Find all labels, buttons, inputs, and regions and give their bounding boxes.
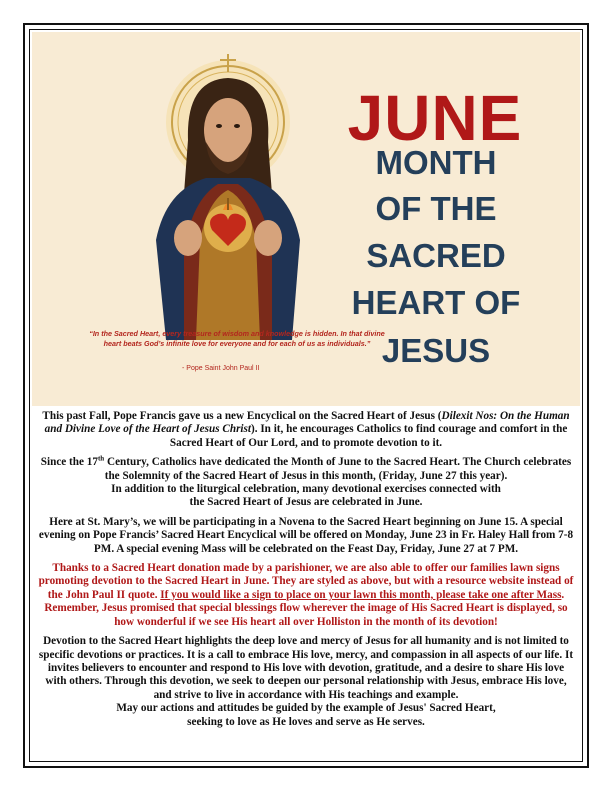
subtitle-line: SACRED — [366, 237, 506, 274]
superscript: th — [97, 454, 105, 463]
subtitle-line: OF THE — [375, 190, 497, 227]
paragraph-devotion — [36, 635, 576, 729]
text-run: the Sacred Heart of Jesus are celebrated in June. — [189, 496, 423, 509]
encyclical-title: Dilexit Nos: On the Human and Divine Love of the Heart of Jesus Christ — [44, 410, 570, 436]
text-run: This past Fall, Pope Francis gave us a new Encyclical on the Sacred Heart of Jesus ( — [42, 410, 442, 422]
paragraph-lawn-signs — [36, 562, 576, 629]
article-body — [36, 410, 576, 735]
text-run: Century, Catholics have dedicated the Month of June to the Sacred Heart. The Church celebrates the Solemnity of the Sacred Heart of Jesus in this month, (Friday, June 27 this year). — [104, 456, 572, 482]
text-run: Since the 17 — [40, 456, 98, 469]
subtitle-line: MONTH — [375, 144, 497, 181]
paragraph-events: Here at St. Mary’s, we will be participating in a Novena to the Sacred Heart beginning on June 15. A special evening on Pope Francis’ Sacred Heart Encyclical will be offered on Monday, June 23 in Fr. Haley Hall from 7-8 PM. A special evening Mass will be celebrated on the Feast Day, Friday, June 27 at 7 PM. — [38, 515, 574, 555]
text-run: . Remember, Jesus promised that special blessings flow wherever the image of His Sacred Heart is displayed, so how wonderful if we see His heart all over Holliston in the month of its devotion! — [44, 588, 568, 628]
sign-callout: If you would like a sign to place on your lawn this month, please take one after Mass — [160, 588, 562, 601]
paragraph-history — [36, 456, 576, 510]
subtitle-line: JESUS — [381, 332, 491, 369]
header-banner — [32, 32, 580, 406]
quote-attribution: - Pope Saint John Paul II — [182, 365, 260, 372]
text-run: In addition to the liturgical celebration, many devotional exercises connected with — [111, 483, 501, 496]
title-june: JUNE — [347, 82, 523, 154]
text-run: May our actions and attitudes be guided by the example of Jesus' Sacred Heart, — [116, 702, 496, 715]
text-run: seeking to love as He loves and serve as He serves. — [187, 715, 425, 728]
paragraph-encyclical — [36, 410, 576, 450]
text-run: Thanks to a Sacred Heart donation made by a parishioner, we are also able to offer our families lawn signs promoting devotion to the Sacred Heart in June. They are styled as above, but with a resource website instead of the John Paul II quote. — [38, 562, 574, 601]
subtitle-line: HEART OF — [351, 284, 521, 321]
pope-quote: “In the Sacred Heart, every treasure of wisdom and knowledge is hidden. In that divine heart beats God’s infinite love for everyone and for each of us as individuals.” — [89, 329, 385, 348]
text-run: Devotion to the Sacred Heart highlights the deep love and mercy of Jesus for all humanity and is not limited to specific devotions or practices. It is a call to embrace His love, mercy, and compassion in all aspects of our life. It invites believers to encounter and respond to His love with devotion, gratitude, and a desire to share His love with others. Through this devotion, we seek to deepen our personal relationship with Jesus, embrace His love, and strive to live in accordance with His teachings and example. — [38, 635, 574, 701]
text-run: ). In it, he encourages Catholics to find courage and comfort in the Sacred Heart of Our Lord, and to promote devotion to it. — [169, 423, 568, 449]
